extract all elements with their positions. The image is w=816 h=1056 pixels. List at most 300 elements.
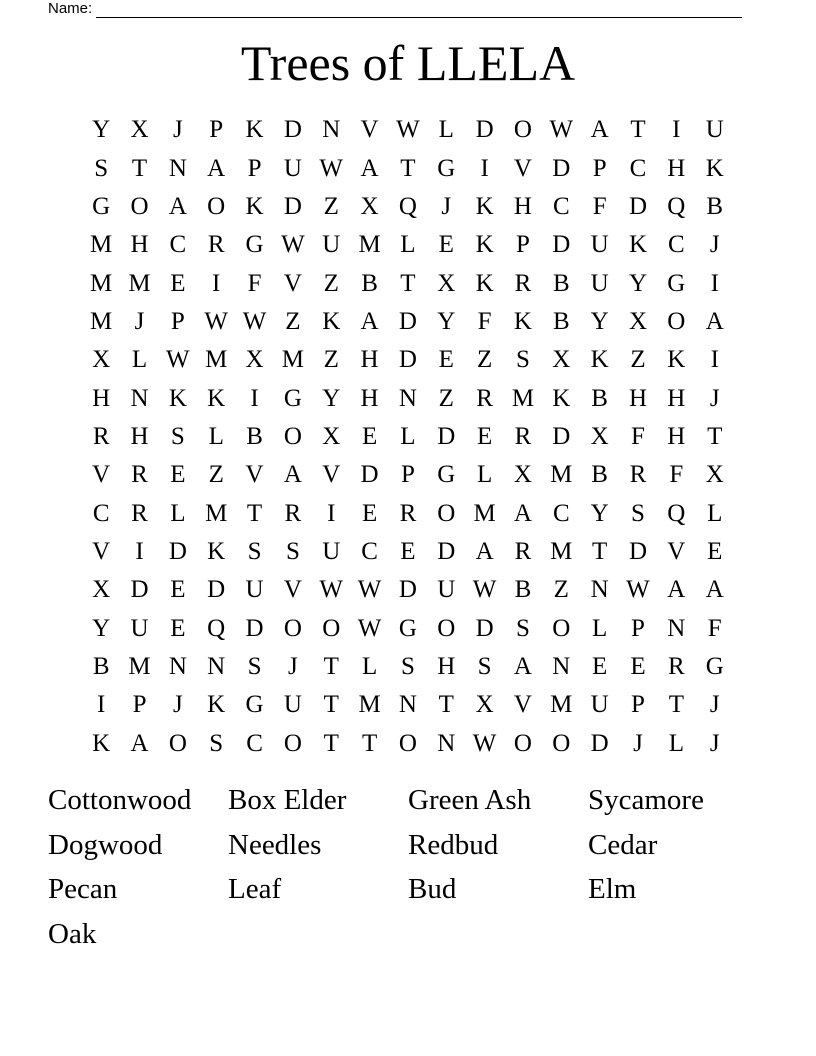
grid-letter: W	[549, 116, 574, 144]
grid-letter: N	[168, 652, 187, 680]
grid-letter: E	[361, 422, 378, 450]
grid-letter: E	[170, 576, 186, 604]
grid-letter: L	[208, 422, 224, 450]
grid-letter: Z	[630, 346, 646, 374]
grid-letter: S	[477, 652, 492, 680]
grid-letter: T	[630, 116, 646, 144]
grid-letter: D	[590, 729, 609, 757]
grid-letter: N	[437, 729, 456, 757]
grid-letter: P	[132, 691, 147, 719]
grid-letter: K	[552, 384, 571, 412]
word-list-item: Bud	[408, 873, 457, 906]
grid-letter: B	[552, 269, 570, 297]
grid-letter: O	[667, 307, 686, 335]
grid-letter: U	[705, 116, 724, 144]
grid-letter: O	[437, 614, 456, 642]
grid-letter: D	[552, 422, 571, 450]
grid-letter: O	[513, 116, 532, 144]
grid-letter: U	[437, 576, 456, 604]
grid-letter: G	[283, 384, 302, 412]
grid-letter: A	[475, 537, 494, 565]
grid-letter: D	[552, 154, 571, 182]
grid-letter: M	[90, 269, 113, 297]
grid-letter: O	[283, 614, 302, 642]
grid-letter: C	[169, 231, 187, 259]
grid-letter: H	[667, 154, 686, 182]
grid-letter: S	[516, 346, 530, 374]
grid-letter: M	[511, 384, 535, 412]
grid-letter: C	[552, 192, 570, 220]
grid-letter: K	[207, 384, 226, 412]
grid-letter: E	[170, 461, 186, 489]
grid-letter: K	[475, 192, 494, 220]
grid-letter: A	[283, 461, 302, 489]
grid-letter: W	[472, 576, 497, 604]
grid-letter: A	[513, 499, 532, 527]
grid-letter: P	[516, 231, 530, 259]
grid-letter: L	[400, 422, 416, 450]
grid-letter: S	[247, 652, 262, 680]
grid-letter: O	[168, 729, 187, 757]
word-list-item: Pecan	[48, 873, 118, 906]
grid-row	[82, 303, 734, 341]
grid-letter: V	[513, 691, 532, 719]
grid-letter: I	[97, 691, 106, 719]
grid-letter: X	[590, 422, 609, 450]
grid-letter: V	[92, 461, 111, 489]
grid-row	[82, 571, 734, 609]
grid-letter: A	[360, 154, 379, 182]
word-list-item: Elm	[588, 873, 637, 906]
grid-letter: C	[629, 154, 647, 182]
grid-letter: M	[550, 691, 573, 719]
grid-letter: Q	[398, 192, 417, 220]
grid-letter: A	[130, 729, 149, 757]
grid-letter: D	[437, 422, 456, 450]
grid-letter: Z	[438, 384, 454, 412]
grid-letter: G	[667, 269, 686, 297]
grid-letter: R	[399, 499, 417, 527]
grid-letter: X	[552, 346, 571, 374]
grid-letter: N	[398, 691, 417, 719]
grid-letter: P	[400, 461, 415, 489]
grid-letter: T	[323, 729, 339, 757]
grid-letter: B	[514, 576, 532, 604]
grid-letter: Z	[553, 576, 569, 604]
grid-letter: V	[92, 537, 111, 565]
grid-letter: K	[92, 729, 111, 757]
grid-letter: X	[360, 192, 379, 220]
name-underline	[96, 3, 742, 18]
grid-letter: X	[475, 691, 494, 719]
page-title: Trees of LLELA	[240, 35, 576, 91]
grid-letter: D	[398, 307, 417, 335]
grid-letter: E	[592, 652, 608, 680]
grid-letter: K	[322, 307, 341, 335]
grid-row	[82, 686, 734, 724]
grid-letter: O	[207, 192, 226, 220]
grid-letter: K	[245, 192, 264, 220]
grid-letter: Y	[92, 116, 111, 144]
grid-letter: I	[327, 499, 336, 527]
name-field	[48, 0, 742, 18]
grid-letter: R	[476, 384, 493, 412]
grid-letter: U	[590, 269, 609, 297]
grid-letter: L	[400, 231, 416, 259]
grid-letter: X	[245, 346, 264, 374]
grid-letter: A	[705, 307, 724, 335]
grid-row	[82, 725, 734, 763]
grid-letter: N	[667, 614, 686, 642]
grid-letter: T	[400, 269, 416, 297]
grid-letter: R	[514, 537, 532, 565]
grid-letter: X	[705, 461, 724, 489]
grid-letter: T	[246, 499, 263, 527]
grid-letter: P	[170, 307, 185, 335]
grid-letter: F	[477, 307, 492, 335]
grid-letter: V	[245, 461, 264, 489]
grid-letter: F	[669, 461, 684, 489]
grid-letter: S	[247, 537, 262, 565]
grid-letter: Q	[667, 192, 686, 220]
grid-letter: F	[592, 192, 607, 220]
grid-row	[82, 533, 734, 571]
grid-letter: K	[513, 307, 532, 335]
grid-letter: V	[513, 154, 532, 182]
grid-letter: Z	[323, 192, 339, 220]
grid-letter: E	[400, 537, 416, 565]
grid-row	[82, 341, 734, 379]
grid-letter: A	[590, 116, 609, 144]
grid-letter: N	[552, 652, 571, 680]
grid-row	[82, 609, 734, 647]
grid-letter: D	[552, 231, 571, 259]
grid-letter: N	[322, 116, 341, 144]
grid-letter: S	[285, 537, 300, 565]
word-list-item: Sycamore	[588, 784, 704, 816]
grid-letter: D	[398, 576, 417, 604]
grid-letter: T	[592, 537, 608, 565]
grid-letter: Q	[207, 614, 226, 642]
grid-letter: Y	[590, 499, 609, 527]
grid-letter: X	[322, 422, 341, 450]
grid-letter: J	[441, 192, 452, 220]
grid-letter: U	[322, 537, 341, 565]
word-list-item: Box Elder	[228, 784, 347, 816]
grid-letter: D	[283, 192, 302, 220]
grid-letter: Y	[628, 269, 648, 297]
grid-letter: X	[92, 576, 111, 604]
grid-letter: R	[514, 269, 532, 297]
grid-letter: U	[322, 231, 341, 259]
word-list-item: Needles	[228, 828, 322, 861]
grid-letter: W	[242, 307, 267, 335]
grid-letter: H	[360, 384, 379, 412]
grid-letter: N	[398, 384, 417, 412]
word-list-item: Leaf	[228, 873, 282, 906]
grid-letter: J	[709, 231, 720, 259]
grid-letter: E	[438, 231, 454, 259]
grid-letter: M	[550, 461, 573, 489]
grid-letter: O	[513, 729, 532, 757]
grid-letter: I	[135, 537, 144, 565]
grid-letter: V	[283, 576, 302, 604]
grid-letter: L	[170, 499, 186, 527]
grid-letter: D	[130, 576, 149, 604]
grid-letter: M	[90, 307, 113, 335]
grid-letter: H	[513, 192, 532, 220]
grid-letter: M	[205, 346, 228, 374]
grid-letter: H	[437, 652, 456, 680]
grid-letter: I	[710, 346, 719, 374]
grid-letter: B	[591, 461, 608, 489]
grid-letter: T	[707, 422, 723, 450]
grid-letter: L	[438, 116, 454, 144]
grid-letter: B	[92, 652, 110, 680]
grid-letter: T	[438, 691, 454, 719]
grid-letter: T	[361, 729, 378, 757]
grid-letter: M	[358, 691, 381, 719]
grid-row	[82, 149, 734, 187]
grid-row	[82, 456, 734, 494]
grid-letter: E	[476, 422, 493, 450]
grid-letter: H	[92, 384, 111, 412]
grid-letter: M	[473, 499, 496, 527]
grid-letter: S	[516, 614, 530, 642]
grid-letter: K	[628, 231, 648, 259]
grid-letter: E	[170, 269, 186, 297]
grid-letter: K	[168, 384, 187, 412]
grid-letter: P	[631, 691, 645, 719]
grid-letter: A	[207, 154, 226, 182]
grid-letter: R	[92, 422, 110, 450]
grid-letter: E	[438, 346, 454, 374]
grid-letter: T	[400, 154, 416, 182]
grid-letter: M	[90, 231, 113, 259]
grid-letter: D	[245, 614, 264, 642]
grid-letter: G	[398, 614, 417, 642]
grid-row	[82, 418, 734, 456]
grid-letter: N	[168, 154, 187, 182]
grid-letter: F	[631, 422, 645, 450]
grid-letter: K	[590, 346, 609, 374]
grid-letter: W	[281, 231, 305, 259]
grid-letter: O	[130, 192, 149, 220]
grid-letter: E	[630, 652, 646, 680]
word-search-grid	[82, 111, 734, 763]
grid-letter: D	[628, 537, 648, 565]
grid-letter: G	[92, 192, 111, 220]
name-label: Name:	[48, 0, 93, 17]
grid-letter: I	[212, 269, 221, 297]
grid-letter: C	[552, 499, 570, 527]
grid-letter: D	[628, 192, 648, 220]
grid-letter: G	[437, 154, 456, 182]
grid-letter: D	[475, 116, 494, 144]
grid-letter: A	[513, 652, 532, 680]
grid-letter: L	[592, 614, 608, 642]
grid-letter: C	[361, 537, 378, 565]
grid-letter: B	[552, 307, 570, 335]
grid-letter: U	[283, 154, 302, 182]
grid-row	[82, 226, 734, 264]
grid-letter: R	[667, 652, 685, 680]
grid-letter: F	[247, 269, 262, 297]
grid-letter: W	[357, 614, 382, 642]
grid-letter: R	[131, 461, 148, 489]
grid-letter: W	[472, 729, 497, 757]
grid-letter: H	[667, 384, 686, 412]
grid-letter: P	[592, 154, 607, 182]
grid-letter: J	[709, 729, 720, 757]
grid-letter: S	[170, 422, 185, 450]
grid-letter: T	[131, 154, 148, 182]
grid-letter: P	[247, 154, 262, 182]
grid-letter: R	[284, 499, 302, 527]
grid-letter: I	[480, 154, 489, 182]
grid-letter: E	[170, 614, 186, 642]
grid-letter: B	[361, 269, 378, 297]
grid-letter: X	[130, 116, 149, 144]
grid-letter: D	[437, 537, 456, 565]
word-list-item: Cottonwood	[48, 784, 192, 816]
word-list	[48, 778, 768, 957]
grid-letter: D	[168, 537, 187, 565]
grid-letter: R	[131, 499, 148, 527]
grid-letter: T	[668, 691, 684, 719]
grid-letter: V	[322, 461, 341, 489]
grid-letter: L	[707, 499, 723, 527]
grid-letter: J	[172, 116, 183, 144]
grid-letter: L	[476, 461, 493, 489]
word-list-item: Cedar	[588, 828, 658, 861]
grid-letter: J	[288, 652, 298, 680]
grid-letter: M	[128, 269, 151, 297]
grid-letter: G	[437, 461, 456, 489]
grid-letter: E	[707, 537, 723, 565]
grid-letter: B	[246, 422, 263, 450]
grid-letter: Z	[476, 346, 493, 374]
grid-letter: M	[128, 652, 151, 680]
grid-row	[82, 379, 734, 417]
grid-letter: O	[283, 729, 302, 757]
grid-letter: S	[209, 729, 224, 757]
grid-letter: D	[283, 116, 302, 144]
grid-letter: U	[590, 231, 609, 259]
grid-letter: H	[628, 384, 648, 412]
grid-letter: X	[437, 269, 456, 297]
grid-letter: U	[283, 691, 302, 719]
grid-letter: G	[245, 231, 264, 259]
grid-row	[82, 494, 734, 532]
grid-letter: F	[707, 614, 722, 642]
grid-letter: Y	[590, 307, 609, 335]
grid-letter: D	[475, 614, 494, 642]
grid-letter: K	[475, 231, 494, 259]
grid-letter: J	[709, 691, 720, 719]
grid-letter: C	[246, 729, 263, 757]
grid-letter: L	[361, 652, 378, 680]
grid-letter: M	[205, 499, 228, 527]
grid-letter: X	[513, 461, 532, 489]
grid-row	[82, 648, 734, 686]
grid-row	[82, 264, 734, 302]
word-list-item: Green Ash	[408, 784, 532, 816]
grid-letter: N	[590, 576, 609, 604]
grid-letter: W	[357, 576, 382, 604]
grid-letter: O	[322, 614, 341, 642]
grid-letter: K	[245, 116, 264, 144]
grid-letter: Z	[285, 307, 301, 335]
grid-letter: Y	[437, 307, 456, 335]
grid-letter: H	[667, 422, 686, 450]
grid-letter: S	[94, 154, 109, 182]
grid-letter: O	[398, 729, 417, 757]
grid-letter: S	[400, 652, 415, 680]
word-list-item: Redbud	[408, 828, 499, 861]
grid-row	[82, 188, 734, 226]
grid-letter: N	[207, 652, 226, 680]
grid-letter: Q	[667, 499, 686, 527]
grid-letter: D	[207, 576, 226, 604]
grid-letter: W	[396, 116, 420, 144]
grid-letter: W	[204, 307, 228, 335]
grid-letter: W	[319, 576, 344, 604]
grid-letter: R	[514, 422, 532, 450]
grid-letter: K	[705, 154, 724, 182]
grid-letter: O	[437, 499, 456, 527]
grid-letter: J	[633, 729, 643, 757]
grid-letter: R	[207, 231, 225, 259]
grid-letter: O	[552, 729, 571, 757]
word-list-item: Oak	[48, 918, 97, 951]
grid-letter: X	[92, 346, 111, 374]
grid-letter: J	[172, 691, 183, 719]
grid-letter: U	[590, 691, 609, 719]
grid-letter: S	[631, 499, 645, 527]
grid-letter: K	[667, 346, 686, 374]
grid-letter: U	[130, 614, 149, 642]
grid-letter: P	[209, 116, 224, 144]
grid-letter: T	[323, 691, 339, 719]
grid-letter: O	[552, 614, 571, 642]
grid-letter: C	[667, 231, 685, 259]
grid-letter: P	[631, 614, 645, 642]
grid-letter: A	[168, 192, 187, 220]
grid-letter: H	[360, 346, 379, 374]
grid-letter: N	[130, 384, 149, 412]
grid-letter: V	[667, 537, 686, 565]
grid-letter: X	[628, 307, 648, 335]
grid-letter: Z	[323, 269, 339, 297]
grid-letter: G	[705, 652, 724, 680]
grid-letter: Y	[92, 614, 111, 642]
grid-letter: K	[475, 269, 494, 297]
grid-letter: D	[360, 461, 379, 489]
grid-letter: D	[398, 346, 417, 374]
grid-letter: B	[706, 192, 724, 220]
grid-letter: L	[668, 729, 684, 757]
grid-letter: A	[705, 576, 724, 604]
grid-letter: W	[626, 576, 650, 604]
grid-letter: Y	[322, 384, 341, 412]
grid-letter: H	[130, 422, 149, 450]
grid-row	[82, 111, 734, 149]
word-list-item: Dogwood	[48, 828, 163, 861]
grid-letter: U	[245, 576, 264, 604]
grid-letter: G	[245, 691, 264, 719]
grid-letter: A	[667, 576, 686, 604]
